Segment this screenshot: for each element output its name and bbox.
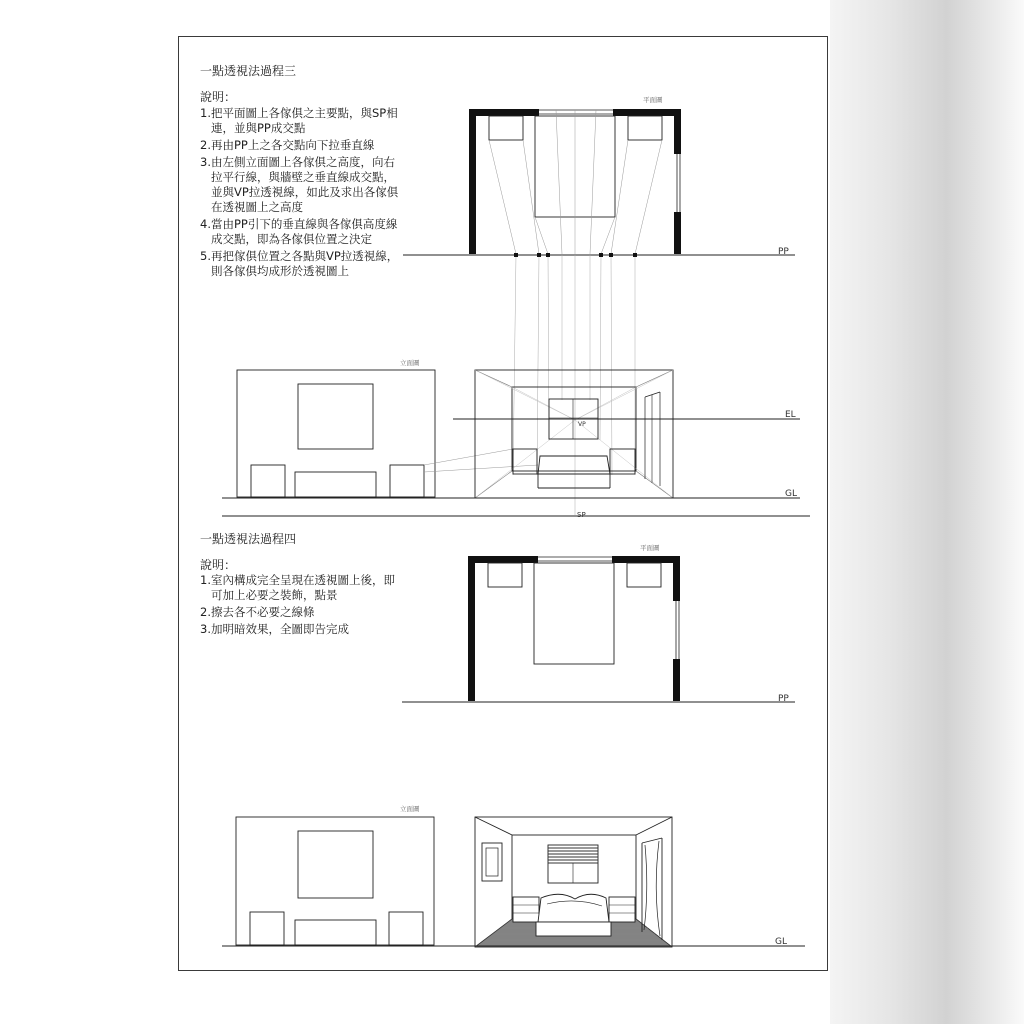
section3-ground-lines (222, 419, 810, 516)
step-text: 再由PP上之各交點向下拉垂直線 (211, 138, 375, 152)
section4-floor-plan (402, 556, 795, 702)
section4-elevation-label: 立面圖 (400, 805, 420, 813)
section3-desc-label: 說明： (200, 90, 237, 104)
section4-title: 一點透視法過程四 (200, 532, 297, 546)
section3-elevation (237, 370, 538, 497)
step-text: 把平面圖上各傢俱之主要點，與SP相連，並與PP成交點 (211, 106, 398, 135)
section3-projection-lines (513, 255, 635, 515)
step-number: 3. (200, 622, 211, 636)
section4-pp-label: PP (778, 694, 789, 704)
step-number: 5. (200, 249, 211, 263)
step-text: 當由PP引下的垂直線與各傢俱高度線成交點，即為各傢俱位置之決定 (211, 217, 398, 246)
step-number: 1. (200, 573, 211, 587)
section4-gl-label: GL (775, 937, 787, 947)
section3-sp-label: SP (577, 511, 586, 519)
section3-el-label: EL (785, 410, 796, 420)
step-text: 室內構成完全呈現在透視圖上後，即可加上必要之裝飾，點景 (211, 573, 395, 602)
section3-elevation-label: 立面圖 (400, 359, 420, 367)
section4-perspective (475, 817, 672, 947)
step-text: 加明暗效果，全圖即告完成 (211, 622, 349, 636)
section3-vp-label: VP (578, 421, 586, 428)
step-number: 3. (200, 155, 211, 169)
section3-floor-plan (403, 109, 795, 255)
section3-pp-label: PP (778, 247, 789, 257)
section4-desc-label: 說明： (200, 558, 237, 572)
step-number: 2. (200, 138, 211, 152)
step-number: 2. (200, 605, 211, 619)
section4-elevation (236, 817, 434, 945)
section4-plan-label: 平面圖 (640, 544, 660, 552)
section3-title: 一點透視法過程三 (200, 64, 297, 78)
section3-plan-label: 平面圖 (643, 96, 663, 104)
step-text: 擦去各不必要之線條 (211, 605, 315, 619)
step-number: 4. (200, 217, 211, 231)
step-text: 再把傢俱位置之各點與VP拉透視線，則各傢俱均成形於透視圖上 (211, 249, 399, 278)
step-number: 1. (200, 106, 211, 120)
section3-perspective (475, 370, 673, 498)
section3-gl-label: GL (785, 489, 797, 499)
step-text: 由左側立面圖上各傢俱之高度，向右拉平行線，與牆壁之垂直線成交點，並與VP拉透視線，如此及求出各傢俱在透視圖上之高度 (211, 155, 399, 214)
